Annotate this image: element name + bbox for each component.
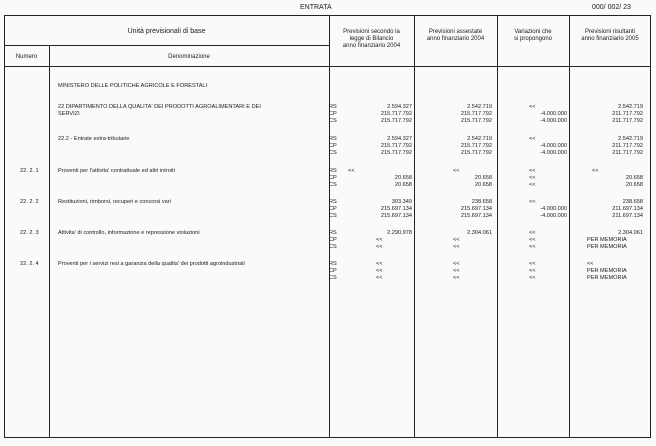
page-title: ENTRATA [300,4,332,11]
row-label: RS [329,168,337,174]
value-cell: PER MEMORIA [587,237,627,243]
value-cell: << [453,268,460,274]
section-title: Proventi per i servizi resi a garanzia della qualita' dei prodotti agroindustriali [58,261,245,267]
value-cell: << [529,175,536,181]
value-cell: << [376,261,383,267]
row-label: CS [329,118,337,124]
value-cell: 238.658 [471,199,492,205]
value-cell: 215.717.792 [460,111,492,117]
column-divider [49,45,50,438]
table-frame [4,15,651,438]
row-label: RS [329,136,337,142]
header-previsioni-risultanti: Previsioni risultanti anno finanziario 2005 [581,29,639,42]
value-cell: << [376,237,383,243]
section-title: 22.2 - Entrate extra-tributarie [58,136,130,142]
row-label: CP [329,268,337,274]
value-cell: 215.697.134 [380,206,412,212]
value-cell: PER MEMORIA [587,244,627,250]
value-cell: 2.304.061 [467,230,492,236]
value-cell: 2.542.719 [467,104,492,110]
value-cell: << [529,275,536,281]
row-label: CP [329,143,337,149]
value-cell: 215.717.792 [460,143,492,149]
value-cell: << [529,268,536,274]
row-label: RS [329,230,337,236]
section-title: Proventi per l'attivita' contrattuale ed altri introiti [58,168,175,174]
value-cell: 2.594.327 [387,104,412,110]
column-divider [569,15,570,438]
value-cell: 215.697.134 [460,213,492,219]
ministero-title: MINISTERO DELLE POLITICHE AGRICOLE E FORESTALI [58,83,208,89]
value-cell: << [529,182,536,188]
value-cell: PER MEMORIA [587,275,627,281]
value-cell: << [529,244,536,250]
value-cell: 215.717.792 [460,118,492,124]
value-cell: << [453,261,460,267]
value-cell: << [529,104,536,110]
value-cell: 211.697.134 [612,206,643,212]
value-cell: -4.000.000 [540,213,567,219]
value-cell: 20.658 [474,182,492,188]
value-cell: 238.658 [622,199,643,205]
row-label: RS [329,199,337,205]
value-cell: 215.717.792 [460,150,492,156]
value-cell: 211.717.792 [612,111,643,117]
value-cell: 211.717.792 [612,118,643,124]
value-cell: -4.000.000 [540,118,567,124]
header-previsioni-assestate: Previsioni assestate anno finanziario 2004 [426,29,485,42]
value-cell: 20.658 [394,175,412,181]
section-code: 22. 2. 1 [20,168,39,174]
value-cell: 215.717.792 [380,150,412,156]
row-label: CP [329,237,337,243]
header-variazioni: Variazioni che si propongono [513,29,553,42]
section-title-cont: SERVIZI [58,111,80,117]
value-cell: 20.658 [474,175,492,181]
value-cell: 2.290.978 [387,230,412,236]
section-code: 22. 2. 2 [20,199,39,205]
value-cell: 215.717.792 [380,143,412,149]
value-cell: 211.697.134 [612,213,643,219]
row-label: CS [329,213,337,219]
value-cell: << [529,199,536,205]
header-previsioni-bilancio: Previsioni secondo la legge di Bilancio anno finanziario 2004 [342,29,401,49]
value-cell: << [376,244,383,250]
value-cell: -4.000.000 [540,150,567,156]
value-cell: 215.717.792 [380,118,412,124]
value-cell: << [529,168,536,174]
row-label: CS [329,182,337,188]
value-cell: << [453,244,460,250]
value-cell: 2.304.061 [618,230,643,236]
value-cell: << [592,168,599,174]
column-divider [414,15,415,438]
row-label: CP [329,175,337,181]
section-code: 22. 2. 4 [20,261,39,267]
header-denominazione: Denominazione [168,54,210,60]
value-cell: 215.717.792 [380,111,412,117]
section-title: Attivita' di controllo, informazione e repressione violazioni [58,230,200,236]
value-cell: -4.000.000 [540,143,567,149]
header-divider [4,66,651,67]
header-numero: Numero [15,54,38,60]
value-cell: << [529,136,536,142]
row-label: RS [329,104,337,110]
value-cell: 211.717.792 [612,143,643,149]
value-cell: 2.542.719 [618,104,643,110]
value-cell: 20.658 [625,182,643,188]
value-cell: -4.000.000 [540,206,567,212]
value-cell: 2.542.719 [618,136,643,142]
value-cell: << [529,230,536,236]
section-title: 22 DIPARTIMENTO DELLA QUALITA' DEI PRODOTTI AGROALIMENTARI E DEI [58,104,261,110]
value-cell: 2.594.327 [387,136,412,142]
value-cell: 211.717.792 [612,150,643,156]
value-cell: << [529,261,536,267]
row-label: CP [329,206,337,212]
value-cell: << [453,275,460,281]
row-label: CS [329,150,337,156]
value-cell: 215.697.134 [460,206,492,212]
column-divider [329,15,330,438]
value-cell: << [376,275,383,281]
row-label: CS [329,275,337,281]
value-cell: << [376,268,383,274]
row-label: RS [329,261,337,267]
header-divider [4,45,329,46]
value-cell: 303.349 [391,199,412,205]
page-code: 000/ 002/ 23 [592,4,631,11]
column-divider [497,15,498,438]
value-cell: 215.697.134 [380,213,412,219]
value-cell: << [529,237,536,243]
section-title: Restituzioni, rimborsi, recuperi e concorsi vari [58,199,171,205]
row-label: CS [329,244,337,250]
row-label: CP [329,111,337,117]
value-cell: 2.542.719 [467,136,492,142]
value-cell: << [453,168,460,174]
value-cell: << [587,261,594,267]
header-unita: Unità previsionali di base [127,28,206,35]
section-code: 22. 2. 3 [20,230,39,236]
value-cell: << [453,237,460,243]
value-cell: PER MEMORIA [587,268,627,274]
value-cell: -4.000.000 [540,111,567,117]
value-cell: << [348,168,355,174]
value-cell: 20.658 [394,182,412,188]
value-cell: 20.658 [625,175,643,181]
